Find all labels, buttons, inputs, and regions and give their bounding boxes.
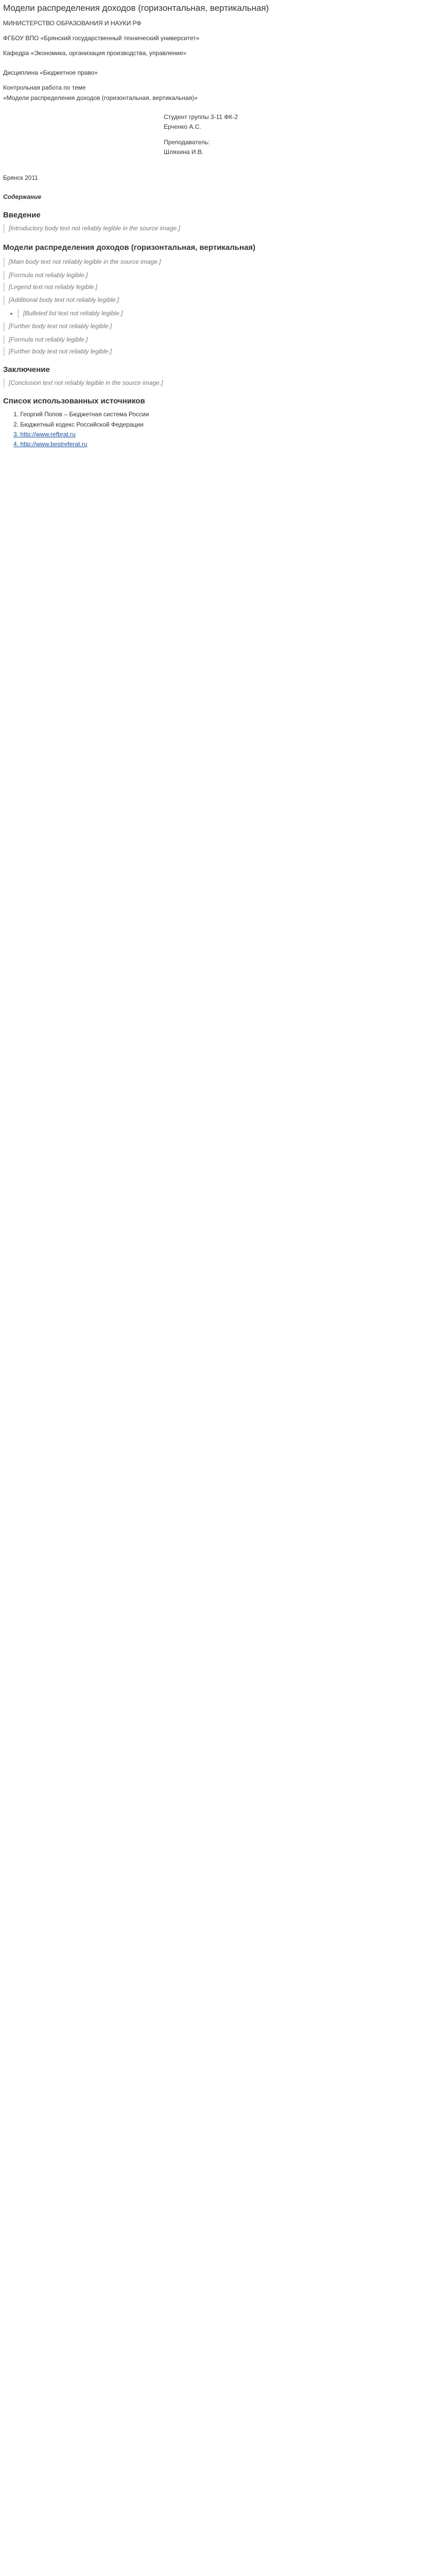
formula-placeholder-1: [Formula not reliably legible.] xyxy=(3,271,433,280)
main-placeholder-3: [Further body text not reliably legible.] xyxy=(3,322,433,331)
main-placeholder-1: [Main body text not reliably legible in the source image.] xyxy=(3,258,433,266)
city-year: Брянск 2011 xyxy=(3,174,38,181)
source-item[interactable] xyxy=(13,430,433,439)
conclusion-heading: Заключение xyxy=(3,365,50,375)
work-type-line: Контрольная работа по теме xyxy=(3,84,86,92)
university-line: ФГБОУ ВПО «Брянский государственный технический университет» xyxy=(3,35,200,42)
ministry-line: МИНИСТЕРСТВО ОБРАЗОВАНИЯ И НАУКИ РФ xyxy=(3,19,142,27)
intro-heading: Введение xyxy=(3,211,41,220)
main-placeholder-2: [Additional body text not reliably legible.] xyxy=(3,296,433,304)
bullet-list-placeholder xyxy=(3,309,433,318)
source-text: 2. Бюджетный кодекс Российской Федерации xyxy=(13,420,144,428)
main-heading: Модели распределения доходов (горизонтальная, вертикальная) xyxy=(3,243,256,252)
toc-heading: Содержание xyxy=(3,193,42,200)
formula-placeholder-2: [Formula not reliably legible.] xyxy=(3,335,433,344)
formula-note-placeholder: [Legend text not reliably legible.] xyxy=(3,283,433,292)
sources-list xyxy=(3,410,433,449)
intro-placeholder: [Introductory body text not reliably legible in the source image.] xyxy=(3,224,433,233)
conclusion-placeholder: [Conclusion text not reliably legible in the source image.] xyxy=(3,379,433,387)
teacher-name: Шляхина И.В. xyxy=(164,148,204,156)
teacher-label: Преподаватель: xyxy=(164,138,210,146)
student-group: Студент группы 3-11 ФК-2 xyxy=(164,113,238,121)
topic-line: «Модели распределения доходов (горизонтальная, вертикальная)» xyxy=(3,94,198,101)
department-line: Кафедра «Экономика, организация производства, управление» xyxy=(3,49,187,57)
source-item xyxy=(13,420,433,429)
document-title: Модели распределения доходов (горизонтальная, вертикальная) xyxy=(3,3,269,13)
student-name: Ерченко А.С. xyxy=(164,123,201,131)
sources-heading: Список использованных источников xyxy=(3,397,145,406)
student-block xyxy=(164,113,433,157)
source-link[interactable]: 3. http://www.refbrat.ru xyxy=(13,431,76,438)
discipline-line: Дисциплина «Бюджетное право» xyxy=(3,69,98,76)
source-link[interactable]: 4. http://www.bestreferat.ru xyxy=(13,440,88,448)
source-item xyxy=(13,410,433,419)
main-placeholder-4: [Further body text not reliably legible.] xyxy=(3,347,433,356)
source-item[interactable] xyxy=(13,440,433,449)
source-text: 1. Георгий Попов – Бюджетная система России xyxy=(13,411,149,418)
bullet-placeholder-item: • [Bulleted list text not reliably legible.] xyxy=(18,309,433,318)
